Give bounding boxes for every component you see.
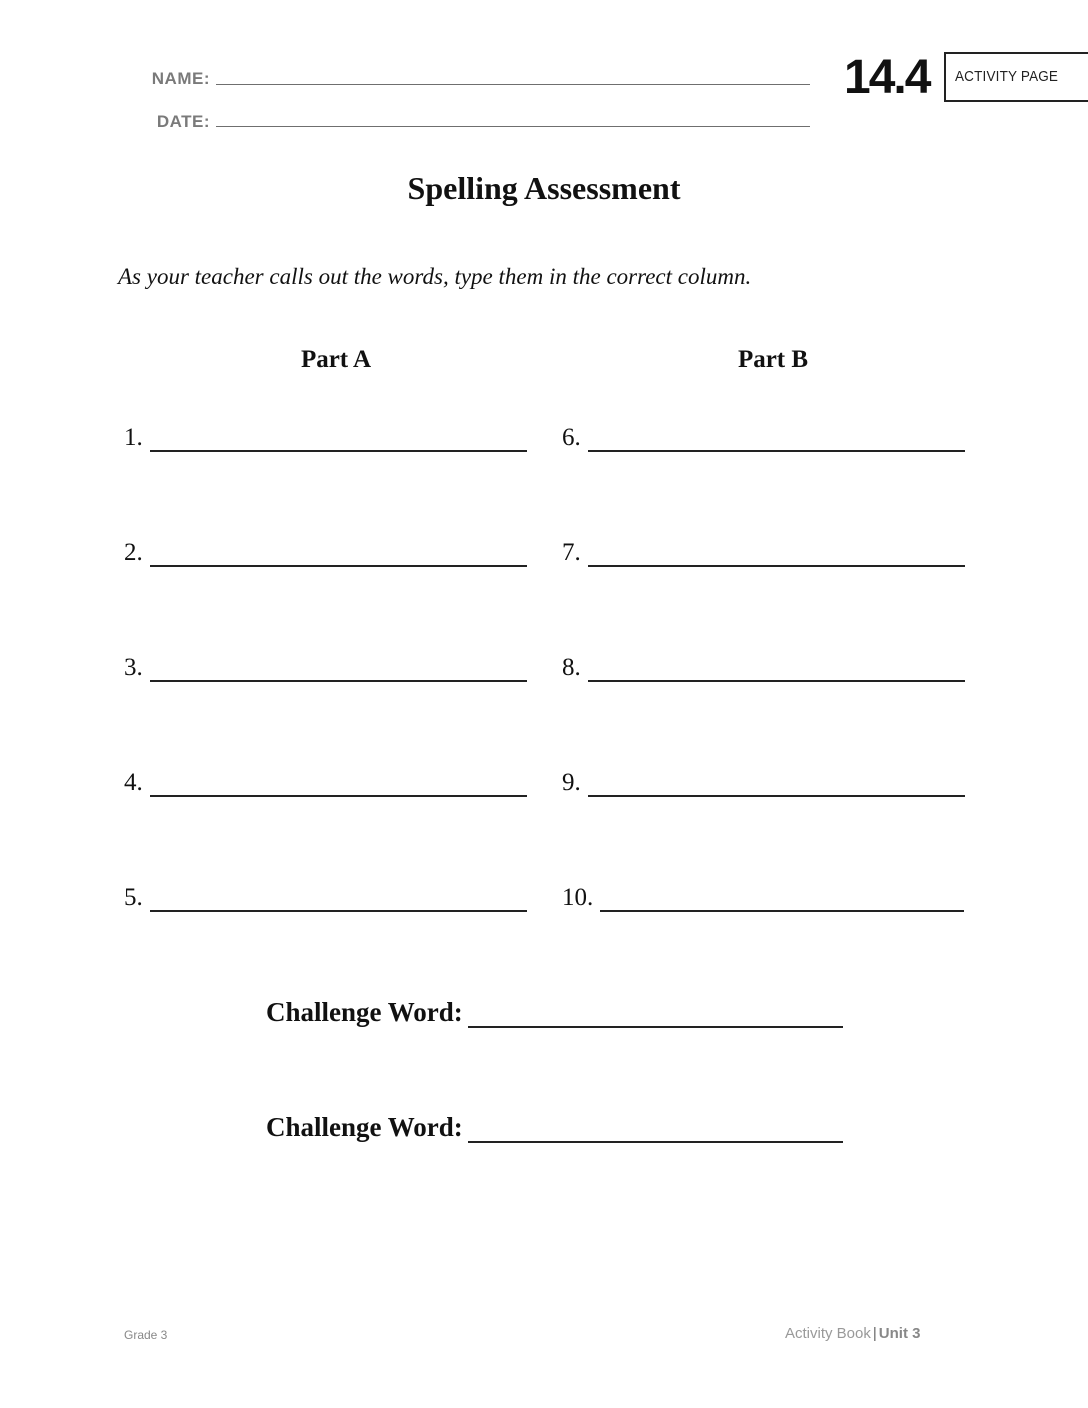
answer-line-6[interactable] bbox=[588, 450, 965, 452]
answer-line-3[interactable] bbox=[150, 680, 527, 682]
activity-page-box bbox=[944, 52, 1088, 102]
name-label: NAME: bbox=[151, 69, 210, 88]
activity-page-label: ACTIVITY PAGE bbox=[955, 68, 1059, 85]
footer-grade: Grade 3 bbox=[124, 1328, 168, 1342]
challenge-answer-line-2[interactable] bbox=[468, 1141, 843, 1143]
item-number: 10. bbox=[562, 884, 594, 911]
challenge-word-label-2 bbox=[266, 1112, 463, 1143]
item-number: 4. bbox=[124, 769, 143, 796]
item-number: 8. bbox=[562, 654, 581, 681]
instructions: As your teacher calls out the words, type them in the correct column. bbox=[118, 264, 752, 289]
answer-line-5[interactable] bbox=[150, 910, 527, 912]
footer-separator: | bbox=[872, 1325, 877, 1342]
challenge-word-text: Challenge Word bbox=[266, 997, 454, 1027]
footer-book-unit bbox=[785, 1325, 920, 1342]
answer-line-9[interactable] bbox=[588, 795, 965, 797]
item-number: 5. bbox=[124, 884, 143, 911]
challenge-word-colon: : bbox=[453, 1112, 463, 1142]
date-field[interactable] bbox=[216, 126, 810, 127]
item-number: 1. bbox=[124, 424, 143, 451]
item-number: 6. bbox=[562, 424, 581, 451]
footer-book: Activity Book bbox=[785, 1325, 871, 1342]
challenge-word-colon: : bbox=[453, 997, 463, 1027]
answer-line-8[interactable] bbox=[588, 680, 965, 682]
challenge-word-text: Challenge Word bbox=[266, 1112, 454, 1142]
item-number: 3. bbox=[124, 654, 143, 681]
part-a-heading: Part A bbox=[300, 346, 372, 373]
answer-line-10[interactable] bbox=[600, 910, 964, 912]
challenge-answer-line-1[interactable] bbox=[468, 1026, 843, 1028]
answer-line-2[interactable] bbox=[150, 565, 527, 567]
date-label: DATE: bbox=[156, 112, 210, 131]
answer-line-4[interactable] bbox=[150, 795, 527, 797]
challenge-word-label-1 bbox=[266, 997, 463, 1028]
item-number: 2. bbox=[124, 539, 143, 566]
item-number: 7. bbox=[562, 539, 581, 566]
item-number: 9. bbox=[562, 769, 581, 796]
answer-line-1[interactable] bbox=[150, 450, 527, 452]
answer-line-7[interactable] bbox=[588, 565, 965, 567]
part-b-heading: Part B bbox=[737, 346, 809, 373]
footer-unit: Unit 3 bbox=[878, 1325, 921, 1342]
activity-page-number: 14.4 bbox=[844, 51, 930, 104]
name-field[interactable] bbox=[216, 84, 810, 85]
page-title: Spelling Assessment bbox=[407, 170, 681, 206]
